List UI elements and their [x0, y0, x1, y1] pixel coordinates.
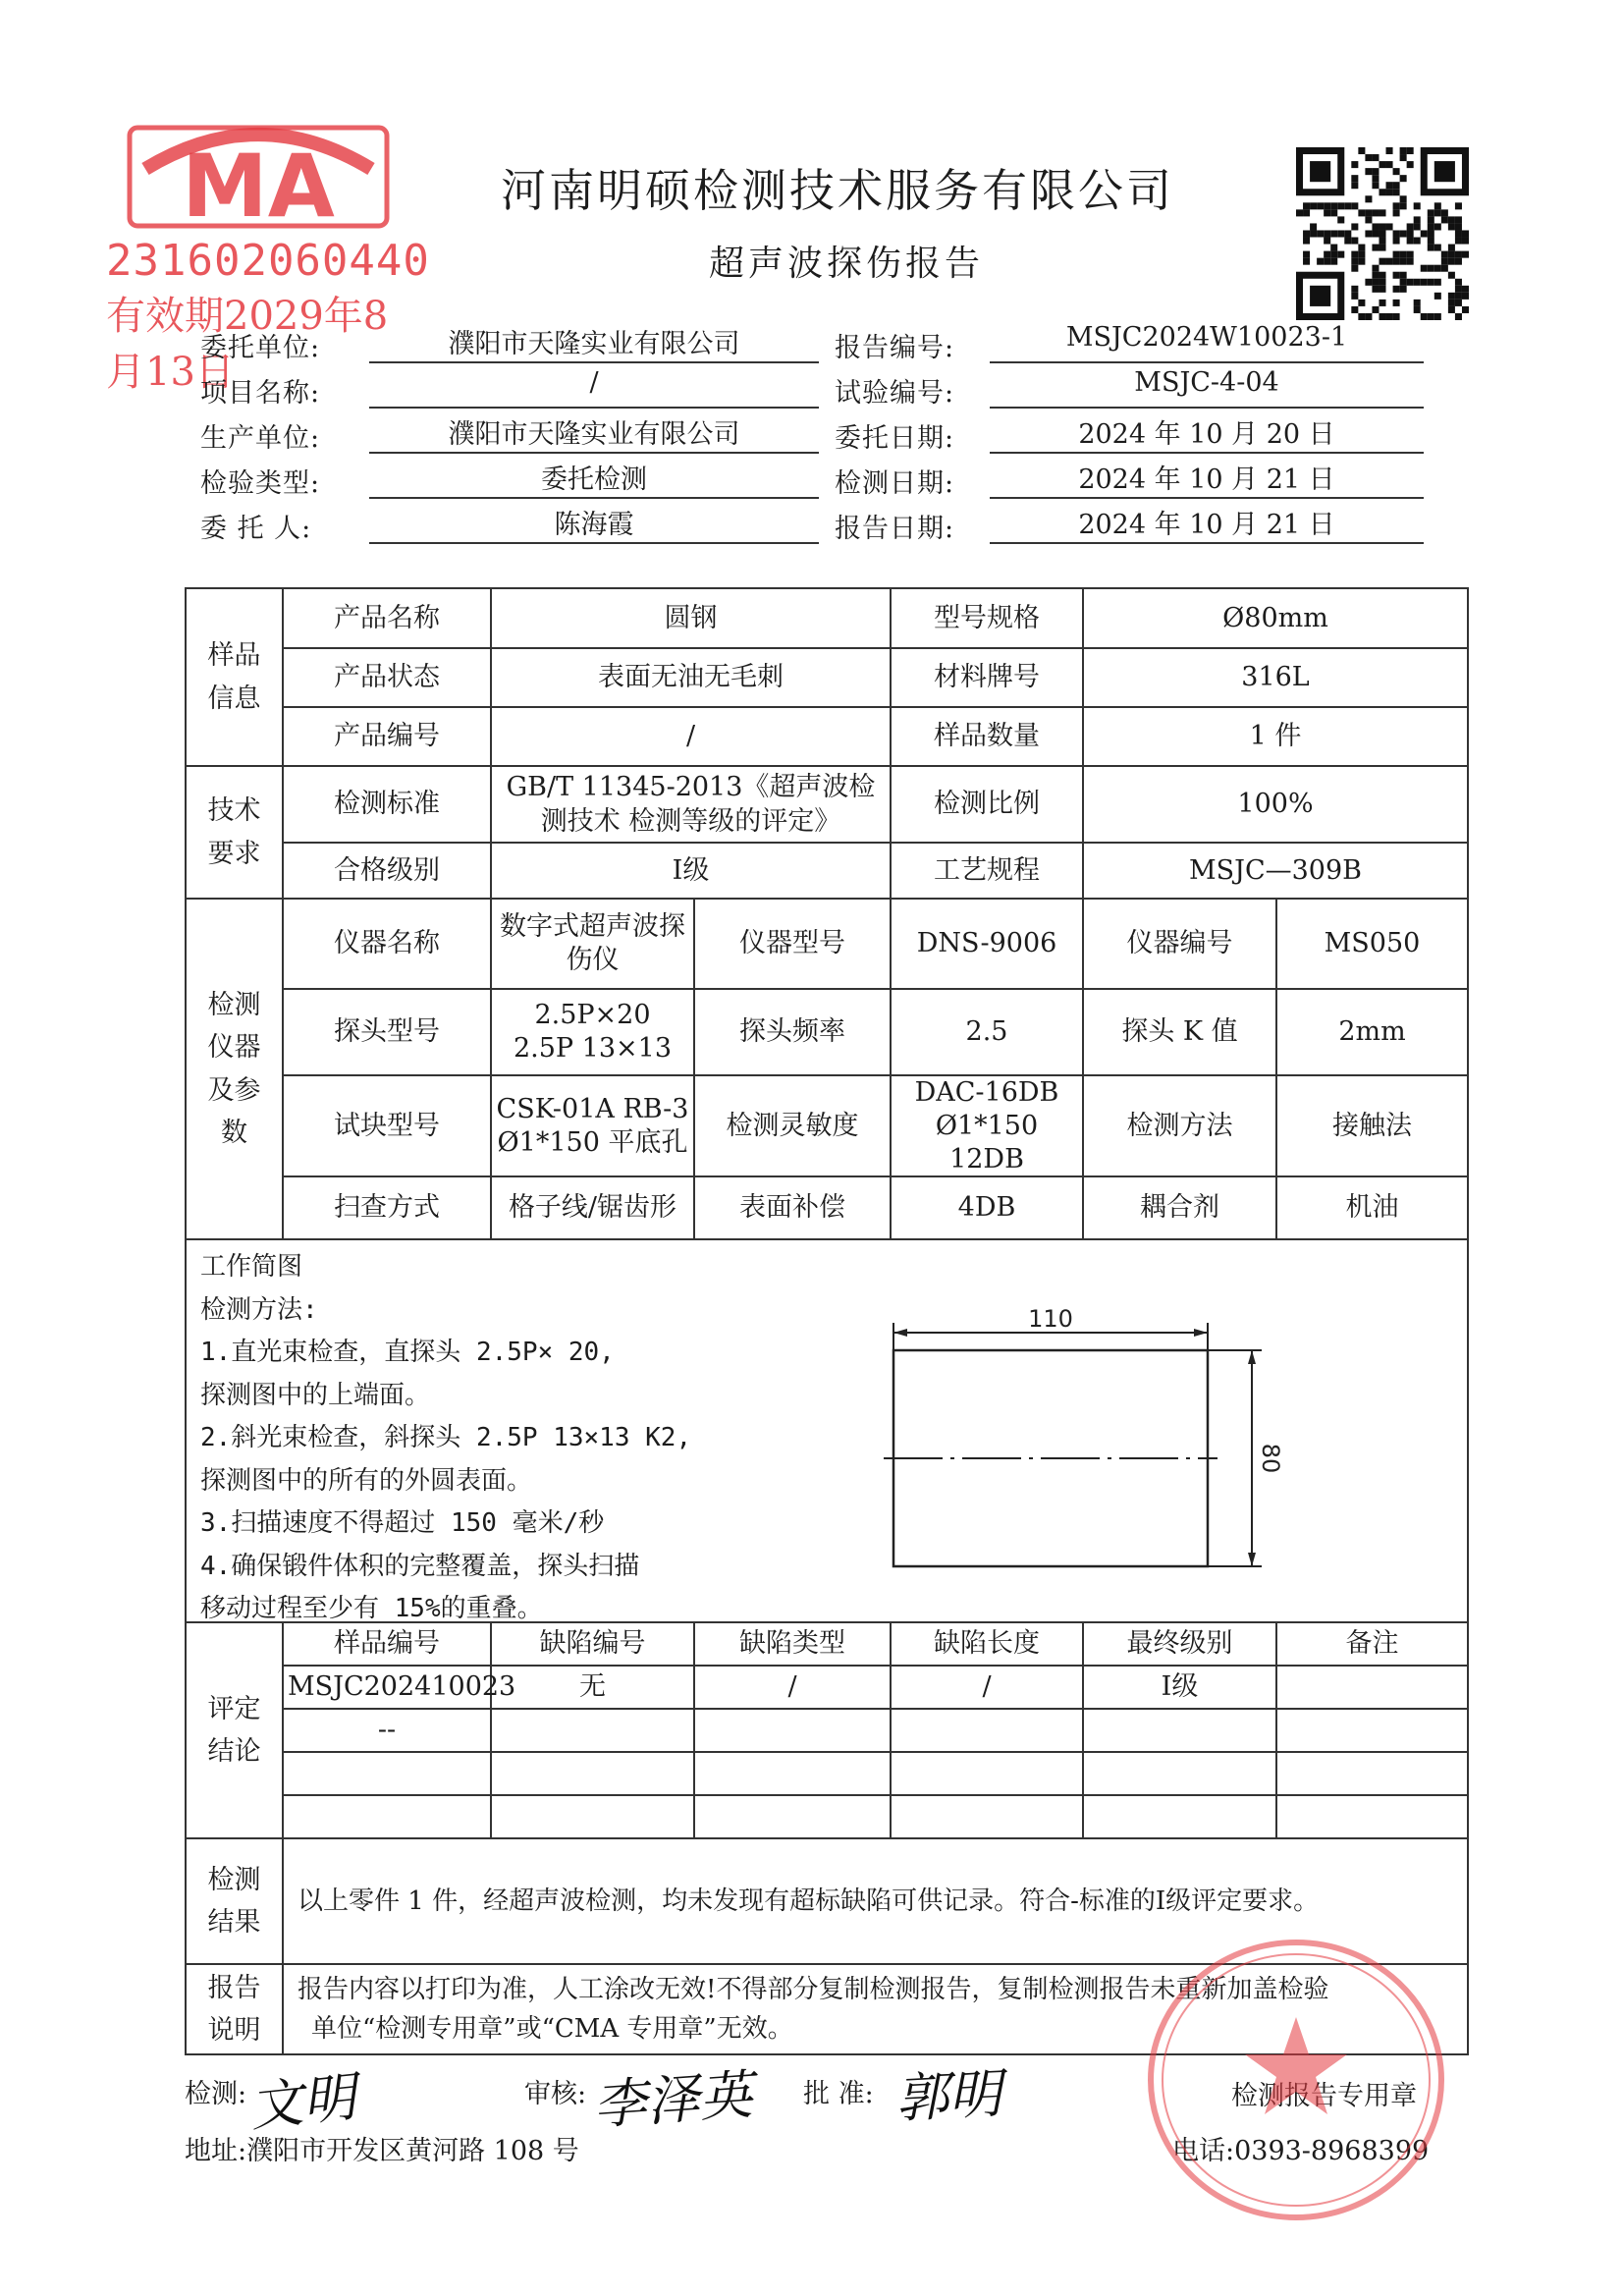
freq-value: 2.5 — [891, 989, 1083, 1075]
company-name: 河南明硕检测技术服务有限公司 — [501, 164, 1174, 217]
instrument-serial-value: MS050 — [1276, 899, 1468, 989]
sens-label: 检测灵敏度 — [694, 1075, 891, 1176]
report-no-value: MSJC2024W10023-1 — [990, 322, 1424, 363]
freq-label: 探头频率 — [694, 989, 891, 1075]
work-line: 3.扫描速度不得超过 150 毫米/秒 — [200, 1508, 605, 1539]
note-line: 单位“检测专用章”或“CMA 专用章”无效。 — [311, 2014, 793, 2045]
eval-cell — [1083, 1795, 1276, 1838]
cma-logo-icon — [126, 110, 391, 233]
tech-section-label: 技术要求 — [186, 766, 283, 899]
type-value: 委托检测 — [369, 458, 819, 499]
test-no-label: 试验编号: — [835, 378, 955, 409]
eval-cell — [491, 1795, 694, 1838]
producer-label: 生产单位: — [200, 423, 321, 454]
result-text: 以上零件 1 件，经超声波检测，均未发现有超标缺陷可供记录。符合-标准的Ⅰ级评定要求。 — [283, 1838, 1468, 1964]
probe-label: 探头型号 — [283, 989, 491, 1075]
eval-cell — [491, 1752, 694, 1795]
tech-ratio-label: 检测比例 — [891, 766, 1083, 843]
sample-material-label: 材料牌号 — [891, 648, 1083, 707]
sample-model-label: 型号规格 — [891, 588, 1083, 648]
instrument-model-value: DNS-9006 — [891, 899, 1083, 989]
project-value: / — [369, 367, 819, 409]
method-value: 接触法 — [1276, 1075, 1468, 1176]
sample-code-value: / — [491, 707, 891, 766]
table-row — [186, 1795, 1468, 1838]
eval-cell — [891, 1752, 1083, 1795]
eval-header: 缺陷编号 — [491, 1622, 694, 1666]
tech-standard-value: GB/T 11345-2013《超声波检测技术 检测等级的评定》 — [491, 766, 891, 843]
qr-code-icon — [1296, 147, 1469, 320]
type-label: 检验类型: — [200, 468, 321, 499]
eval-header: 缺陷类型 — [694, 1622, 891, 1666]
report-date-value: 2024 年 10 月 21 日 — [990, 503, 1424, 544]
table-row — [186, 1709, 1468, 1752]
note-line: 报告内容以打印为准，人工涂改无效!不得部分复制检测报告，复制检测报告未重新加盖检验 — [298, 1974, 1329, 2004]
sample-state-value: 表面无油无毛刺 — [491, 648, 891, 707]
instrument-model-label: 仪器型号 — [694, 899, 891, 989]
instrument-name-label: 仪器名称 — [283, 899, 491, 989]
test-date-value: 2024 年 10 月 21 日 — [990, 458, 1424, 499]
k-value: 2mm — [1276, 989, 1468, 1075]
sample-qty-value: 1 件 — [1083, 707, 1468, 766]
sample-code-label: 产品编号 — [283, 707, 491, 766]
instrument-section-label: 检测仪器及参数 — [186, 899, 283, 1239]
eval-cell — [1276, 1752, 1468, 1795]
eval-cell — [891, 1709, 1083, 1752]
eval-cell: / — [694, 1666, 891, 1709]
address: 地址:濮阳市开发区黄河路 108 号 — [185, 2136, 579, 2166]
eval-cell — [1083, 1709, 1276, 1752]
sample-material-value: 316L — [1083, 648, 1468, 707]
tech-grade-value: Ⅰ级 — [491, 843, 891, 899]
review-label: 审核: — [524, 2079, 587, 2109]
dim-diameter-label: 80 — [1257, 1443, 1284, 1474]
eval-cell — [694, 1795, 891, 1838]
probe-value: 2.5P×20 2.5P 13×13 — [491, 989, 694, 1075]
tech-standard-label: 检测标准 — [283, 766, 491, 843]
producer-value: 濮阳市天隆实业有限公司 — [369, 412, 819, 454]
sample-name-value: 圆钢 — [491, 588, 891, 648]
report-title: 超声波探伤报告 — [709, 244, 985, 284]
work-line: 1.直光束检查，直探头 2.5P× 20, — [200, 1338, 615, 1368]
test-no-value: MSJC-4-04 — [990, 367, 1424, 409]
work-text — [200, 1246, 691, 1631]
entrust-date-value: 2024 年 10 月 20 日 — [990, 412, 1424, 454]
work-line: 检测方法: — [200, 1294, 318, 1325]
eval-header: 备注 — [1276, 1622, 1468, 1666]
project-label: 项目名称: — [200, 378, 321, 409]
sample-section-label: 样品信息 — [186, 588, 283, 766]
work-line: 2.斜光束检查，斜探头 2.5P 13×13 K2, — [200, 1423, 692, 1453]
sample-model-value: Ø80mm — [1083, 588, 1468, 648]
eval-cell — [283, 1795, 491, 1838]
sample-name-label: 产品名称 — [283, 588, 491, 648]
eval-cell — [491, 1709, 694, 1752]
eval-cell — [283, 1752, 491, 1795]
scan-value: 格子线/锯齿形 — [491, 1176, 694, 1239]
sens-value: DAC-16DB Ø1*150 12DB — [891, 1075, 1083, 1176]
inspect-label: 检测: — [185, 2079, 247, 2109]
method-label: 检测方法 — [1083, 1075, 1276, 1176]
eval-header: 样品编号 — [283, 1622, 491, 1666]
tech-ratio-value: 100% — [1083, 766, 1468, 843]
eval-cell — [1276, 1666, 1468, 1709]
test-date-label: 检测日期: — [835, 468, 955, 499]
table-row — [186, 1666, 1468, 1709]
client-value: 濮阳市天隆实业有限公司 — [369, 322, 819, 363]
cma-valid: 有效期2029年8月13日 — [106, 294, 389, 395]
k-label: 探头 K 值 — [1083, 989, 1276, 1075]
person-value: 陈海霞 — [369, 503, 819, 544]
review-signature: 李泽英 — [591, 2063, 755, 2137]
tech-process-label: 工艺规程 — [891, 843, 1083, 899]
entrust-date-label: 委托日期: — [835, 423, 955, 454]
eval-cell — [1083, 1752, 1276, 1795]
stamp-label: 检测报告专用章 — [1231, 2081, 1417, 2111]
eval-cell: 无 — [491, 1666, 694, 1709]
eval-section-label: 评定结论 — [186, 1622, 283, 1838]
person-label: 委 托 人: — [200, 514, 312, 544]
sample-state-label: 产品状态 — [283, 648, 491, 707]
eval-cell: Ⅰ级 — [1083, 1666, 1276, 1709]
block-label: 试块型号 — [283, 1075, 491, 1176]
approve-signature: 郭明 — [893, 2062, 1003, 2130]
block-value: CSK-01A RB-3 Ø1*150 平底孔 — [491, 1075, 694, 1176]
work-line: 4.确保锻件体积的完整覆盖，探头扫描 — [200, 1551, 640, 1581]
eval-cell: MSJC202410023 — [283, 1666, 491, 1709]
company-seal-icon — [1139, 1933, 1453, 2227]
comp-label: 表面补偿 — [694, 1176, 891, 1239]
cma-number: 231602060440 — [106, 236, 430, 286]
inspect-signature: 文明 — [246, 2065, 359, 2139]
result-section-label: 检测结果 — [186, 1838, 283, 1964]
cma-logo-text: MA — [182, 136, 335, 233]
eval-cell — [1276, 1795, 1468, 1838]
eval-cell — [1276, 1709, 1468, 1752]
work-line: 移动过程至少有 15%的重叠。 — [200, 1594, 543, 1624]
tech-grade-label: 合格级别 — [283, 843, 491, 899]
report-no-label: 报告编号: — [835, 333, 955, 363]
work-title: 工作简图 — [200, 1252, 303, 1283]
couplant-label: 耦合剂 — [1083, 1176, 1276, 1239]
table-row — [186, 1752, 1468, 1795]
client-label: 委托单位: — [200, 333, 321, 363]
part-diagram — [874, 1284, 1286, 1598]
instrument-name-value: 数字式超声波探伤仪 — [491, 899, 694, 989]
eval-cell — [694, 1709, 891, 1752]
sample-qty-label: 样品数量 — [891, 707, 1083, 766]
eval-header: 缺陷长度 — [891, 1622, 1083, 1666]
report-table — [185, 587, 1469, 2055]
eval-cell: / — [891, 1666, 1083, 1709]
note-section-label: 报告说明 — [186, 1964, 283, 2054]
couplant-value: 机油 — [1276, 1176, 1468, 1239]
eval-cell: -- — [283, 1709, 491, 1752]
eval-cell — [694, 1752, 891, 1795]
instrument-serial-label: 仪器编号 — [1083, 899, 1276, 989]
eval-header: 最终级别 — [1083, 1622, 1276, 1666]
approve-label: 批 准: — [803, 2079, 874, 2109]
dim-length-label: 110 — [1028, 1305, 1073, 1334]
work-line: 探测图中的上端面。 — [200, 1380, 431, 1410]
report-date-label: 报告日期: — [835, 514, 955, 544]
eval-cell — [891, 1795, 1083, 1838]
work-line: 探测图中的所有的外圆表面。 — [200, 1465, 533, 1496]
phone: 电话:0393-8968399 — [1172, 2136, 1430, 2166]
comp-value: 4DB — [891, 1176, 1083, 1239]
tech-process-value: MSJC—309B — [1083, 843, 1468, 899]
work-sketch-cell — [186, 1239, 1468, 1622]
scan-label: 扫查方式 — [283, 1176, 491, 1239]
